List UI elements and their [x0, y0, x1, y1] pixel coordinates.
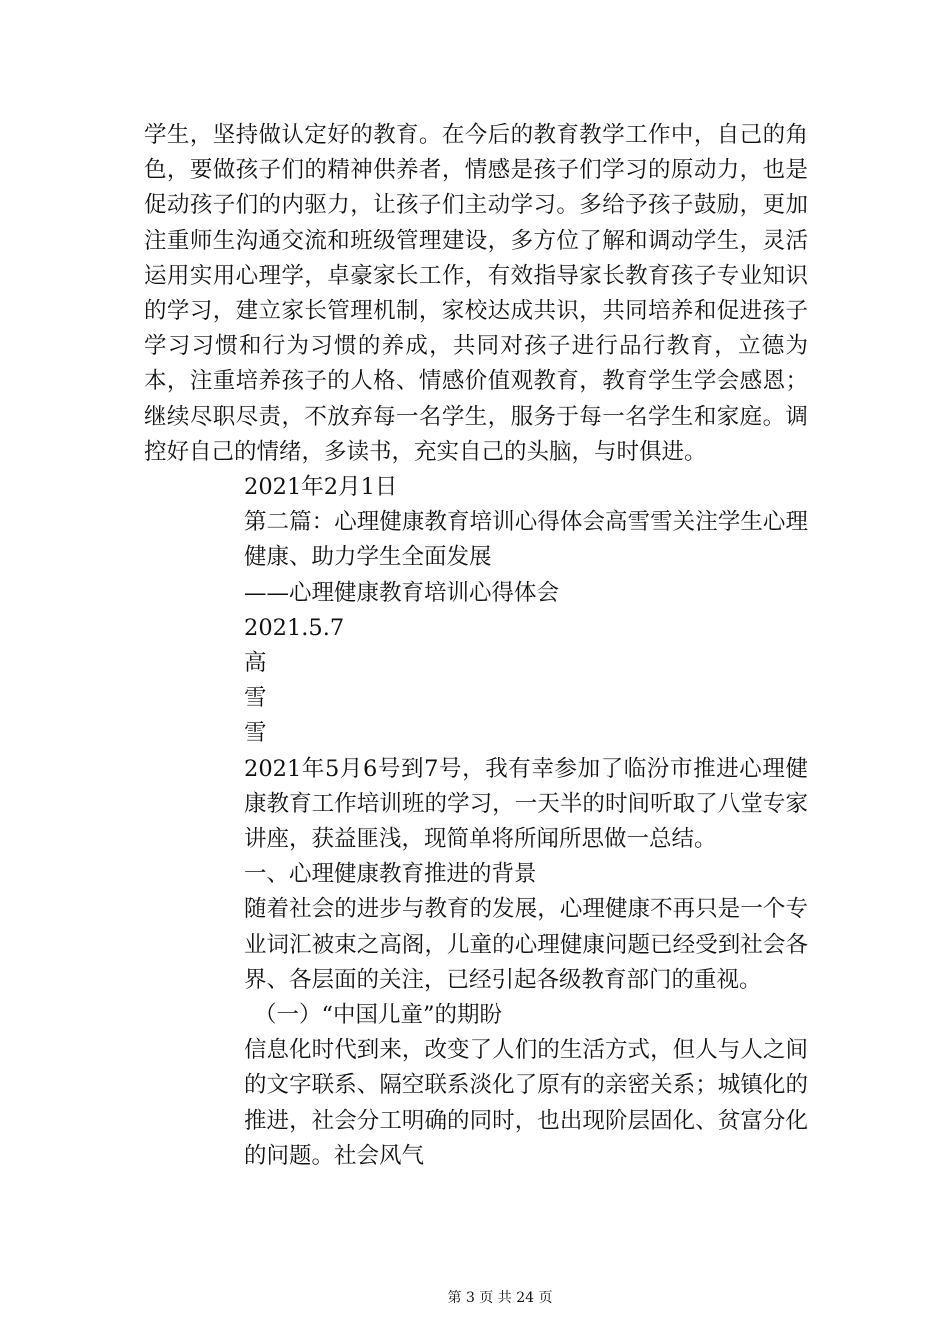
- section-title: 第二篇：心理健康教育培训心得体会高雪雪关注学生心理健康、助力学生全面发展: [244, 509, 808, 571]
- author-char-1: 高: [244, 650, 267, 677]
- heading-expectation: （一）“中国儿童”的期盼: [254, 1002, 503, 1029]
- paragraph-information-age: 信息化时代到来，改变了人们的生活方式，但人与人之间的文字联系、隔空联系淡化了原有的亲密关系；城镇化的推进，社会分工明确的同时，也出现阶层固化、贫富分化的问题。社会风气: [244, 1037, 808, 1169]
- author-char-3: 雪: [244, 720, 267, 747]
- paragraph-continuation: 学生，坚持做认定好的教育。在今后的教育教学工作中，自己的角色，要做孩子们的精神供养者，情感是孩子们学习的原动力，也是促动孩子们的内驱力，让孩子们主动学习。多给予孩子鼓励，更加注重师生沟通交流和班级管理建设，多方位了解和调动学生，灵活运用实用心理学，卓豪家长工作，有效指导家长教育孩子专业知识的学习，建立家长管理机制，家校达成共识，共同培养和促进孩子学习习惯和行为习惯的养成，共同对孩子进行品行教育，立德为本，注重培养孩子的人格、情感价值观教育，教育学生学会感恩；继续尽职尽责，不放弃每一名学生，服务于每一名学生和家庭。调控好自己的情绪，多读书，充实自己的头脑，与时俱进。: [144, 122, 808, 465]
- document-body: [144, 118, 808, 1174]
- subtitle-date: 2021.5.7: [244, 614, 345, 641]
- author-char-2: 雪: [244, 685, 267, 712]
- heading-background: 一、心理健康教育推进的背景: [244, 861, 537, 888]
- page-number: 第 3 页 共 24 页: [447, 1290, 553, 1306]
- date-line: 2021年2月1日: [244, 474, 398, 501]
- paragraph-background: 随着社会的进步与教育的发展，心理健康不再只是一个专业词汇被束之高阁，儿童的心理健康问题已经受到社会各界、各层面的关注，已经引起各级教育部门的重视。: [244, 896, 808, 993]
- subtitle: ——心理健康教育培训心得体会: [244, 579, 560, 606]
- paragraph-intro: 2021年5月6号到7号，我有幸参加了临汾市推进心理健康教育工作培训班的学习，一天半的时间听取了八堂专家讲座，获益匪浅，现简单将所闻所思做一总结。: [244, 755, 808, 853]
